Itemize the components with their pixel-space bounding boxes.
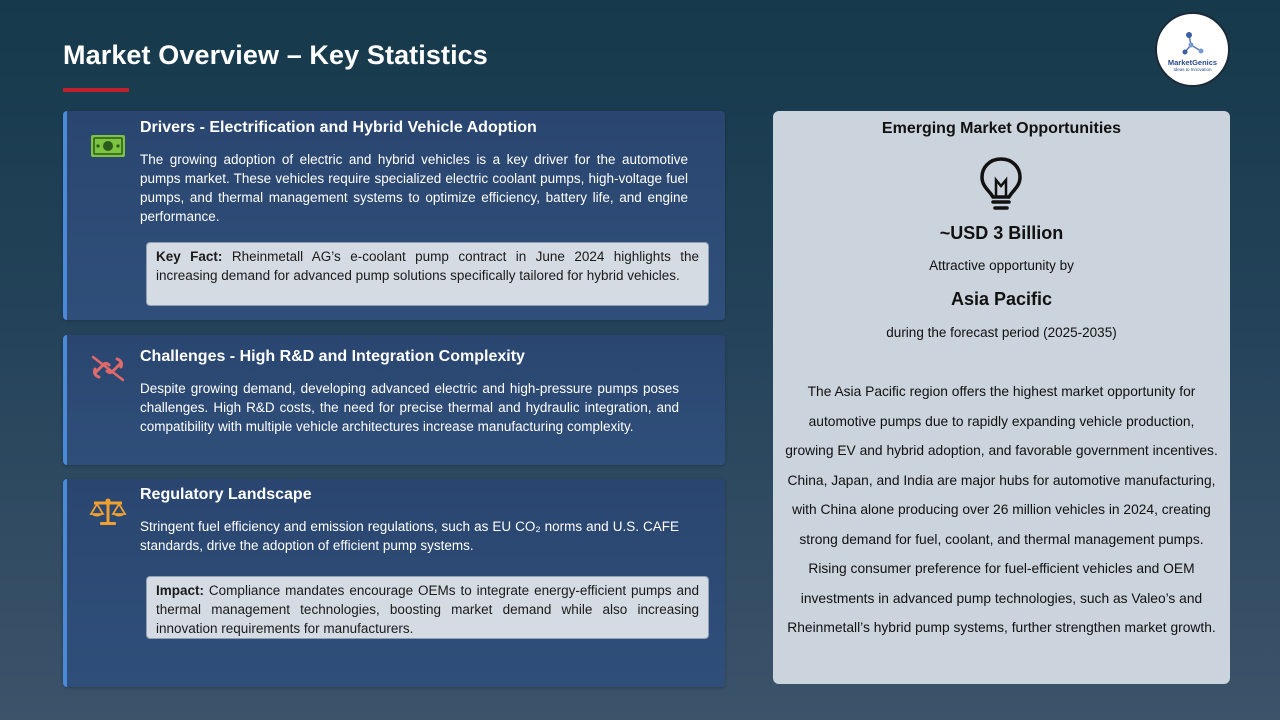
regulatory-card: [63, 479, 725, 687]
challenges-body: Despite growing demand, developing advanced electric and high-pressure pumps poses challenges. High R&D costs, the need for precise thermal and hydraulic integration, and compatibility with multiple vehicle architectures increase manufacturing complexity.: [140, 381, 679, 434]
drivers-body: The growing adoption of electric and hybrid vehicles is a key driver for the automotive pumps market. These vehicles require specialized electric coolant pumps, high-voltage fuel pumps, and thermal management systems to optimize efficiency, battery life, and engine performance.: [140, 152, 688, 224]
scale-icon: [89, 497, 127, 527]
opportunity-region: Asia Pacific: [950, 289, 1053, 309]
regulatory-body: Stringent fuel efficiency and emission regulations, such as EU CO₂ norms and U.S. CAFE standards, drive the adoption of efficient pump systems.: [140, 519, 679, 553]
key-fact-text: Rheinmetall AG’s e-coolant pump contract in June 2024 highlights the increasing demand for advanced pump solutions specifically tailored for hybrid vehicles.: [156, 249, 699, 283]
company-logo[interactable]: [1155, 12, 1230, 87]
impact-box: [146, 576, 709, 639]
logo-name: MarketGenics: [1167, 57, 1218, 67]
network-icon: [1180, 30, 1206, 56]
impact-label: Impact:: [156, 583, 205, 598]
drivers-heading: Drivers - Electrification and Hybrid Vehicle Adoption: [140, 119, 537, 136]
title-underline: [63, 88, 129, 92]
opportunity-value: ~USD 3 Billion: [939, 223, 1064, 243]
logo-tagline: Ideas to Innovation: [1173, 66, 1212, 72]
broken-link-icon: [89, 353, 127, 383]
challenges-card: [63, 335, 725, 465]
money-icon: [89, 131, 127, 161]
lightbulb-icon: [978, 156, 1024, 212]
key-fact-box: [146, 242, 709, 306]
opportunity-title: Emerging Market Opportunities: [881, 120, 1122, 137]
challenges-heading: Challenges - High R&D and Integration Complexity: [140, 348, 525, 365]
opportunity-subtitle: Attractive opportunity by: [929, 258, 1074, 273]
key-fact-label: Key Fact:: [156, 249, 223, 264]
opportunity-description: The Asia Pacific region offers the highest market opportunity for automotive pumps due to rapidly expanding vehicle production, growing EV and hybrid adoption, and favorable government incentives. China, Japan, and India are major hubs for automotive manufacturing, with China alone producing over 26 million vehicles in 2024, creating strong demand for fuel, coolant, and thermal management pumps. Rising consumer preference for fuel-efficient vehicles and OEM investments in advanced pump technologies, such as Valeo’s and Rheinmetall’s hybrid pump systems, further strengthen market growth.: [785, 384, 1218, 635]
regulatory-heading: Regulatory Landscape: [140, 486, 312, 503]
drivers-card: [63, 111, 725, 320]
opportunity-panel: [773, 111, 1230, 684]
page-title: Market Overview – Key Statistics: [63, 40, 488, 70]
opportunity-period: during the forecast period (2025-2035): [886, 325, 1117, 340]
impact-text: Compliance mandates encourage OEMs to integrate energy-efficient pumps and thermal management technologies, boosting market demand while also increasing innovation requirements for manufacturers.: [156, 583, 699, 636]
